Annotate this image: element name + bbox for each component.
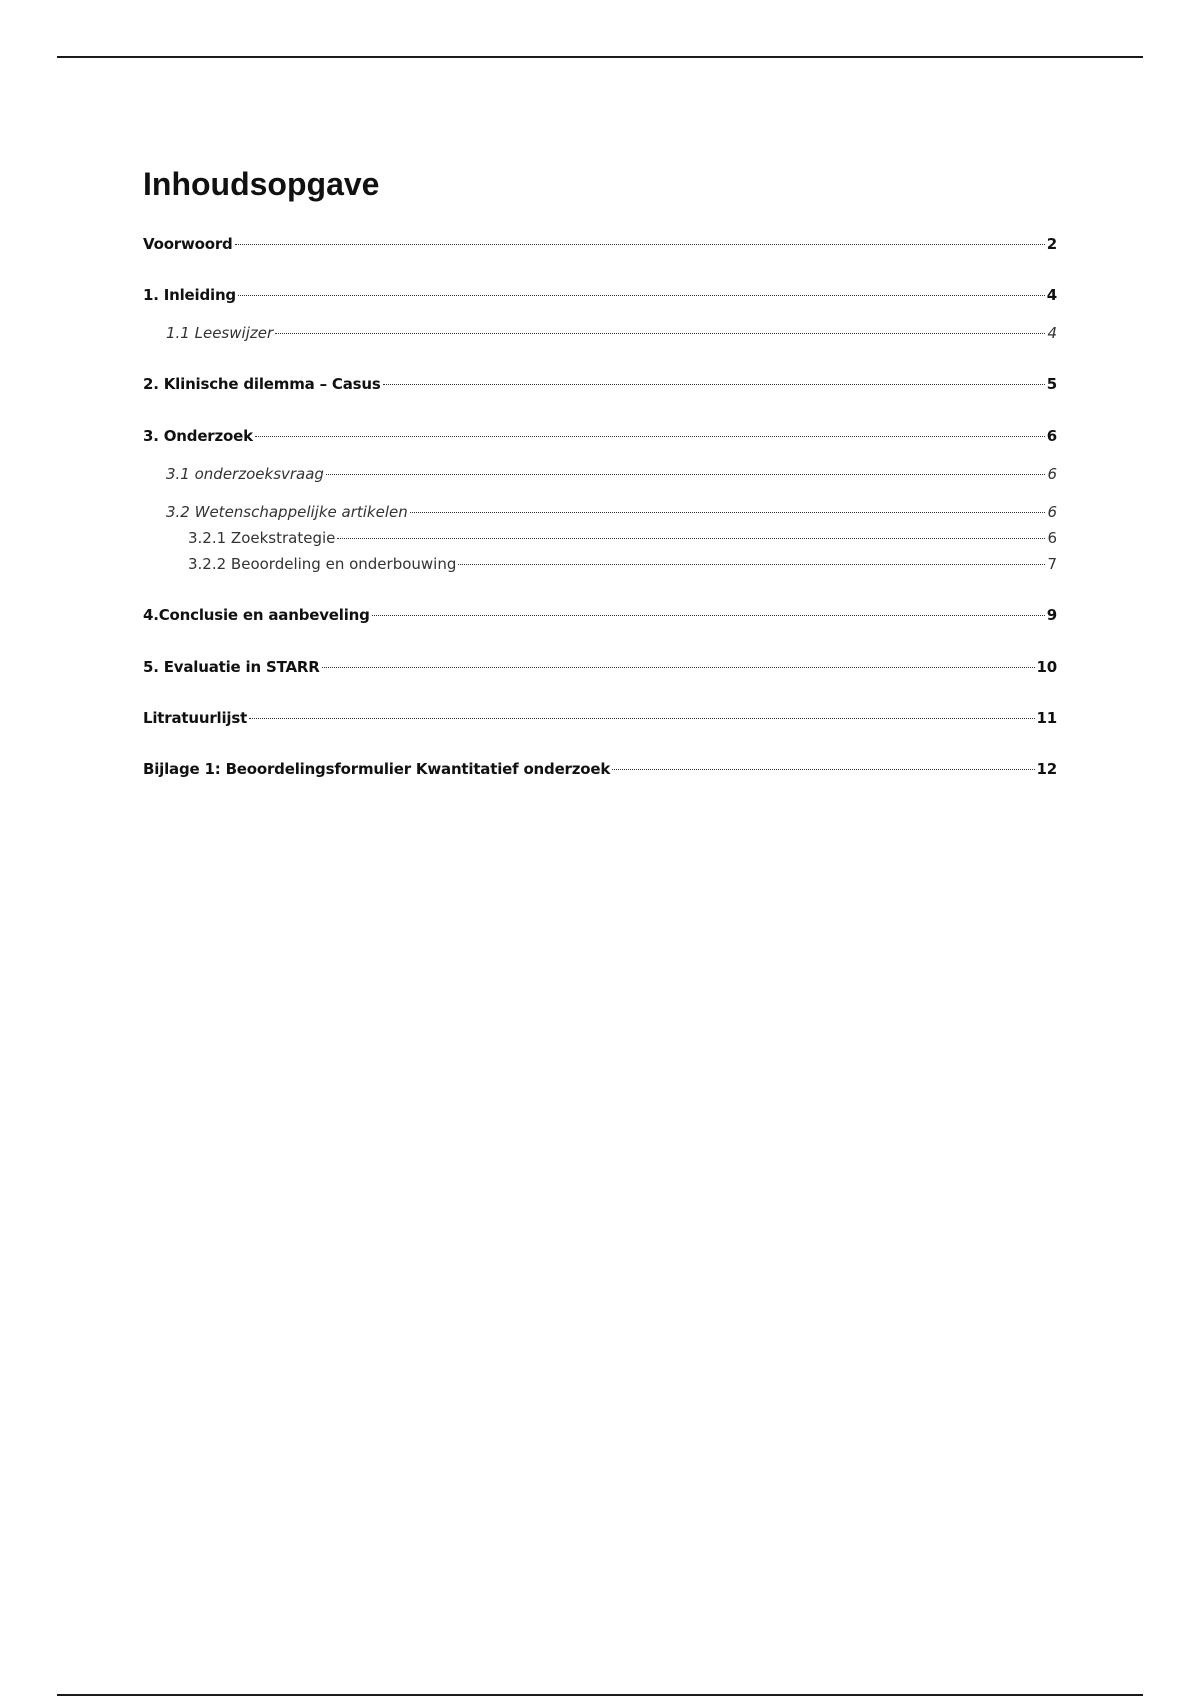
toc-entry-label: Litratuurlijst <box>143 709 248 727</box>
toc-entry-beoordeling-onderbouwing[interactable] <box>188 553 1057 575</box>
footer-rule <box>57 1694 1143 1696</box>
toc-entry-onderzoek[interactable] <box>143 425 1057 447</box>
dot-leader <box>322 667 1035 668</box>
dot-leader <box>238 295 1045 296</box>
dot-leader <box>383 384 1045 385</box>
header-rule <box>57 56 1143 58</box>
toc-page-number: 6 <box>1047 529 1057 547</box>
dot-leader <box>249 718 1034 719</box>
toc-page-number: 6 <box>1047 503 1057 521</box>
page-title: Inhoudsopgave <box>143 166 380 202</box>
dot-leader <box>458 564 1045 565</box>
toc-entry-zoekstrategie[interactable] <box>188 527 1057 549</box>
toc-entry-conclusie[interactable] <box>143 604 1057 626</box>
toc-entry-bijlage-1[interactable] <box>143 758 1057 780</box>
toc-entry-wetenschappelijke-artikelen[interactable] <box>166 501 1057 523</box>
toc-entry-label: 3. Onderzoek <box>143 427 253 445</box>
toc-page-number: 6 <box>1047 465 1057 483</box>
dot-leader <box>372 615 1045 616</box>
toc-entry-klinische-dilemma[interactable] <box>143 373 1057 395</box>
toc-entry-voorwoord[interactable] <box>143 233 1057 255</box>
dot-leader <box>275 333 1045 334</box>
toc-page-number: 10 <box>1036 658 1057 676</box>
toc-page-number: 4 <box>1046 286 1057 304</box>
toc-entry-evaluatie[interactable] <box>143 656 1057 678</box>
toc-entry-literatuurlijst[interactable] <box>143 707 1057 729</box>
dot-leader <box>612 769 1034 770</box>
toc-entry-leeswijzer[interactable] <box>166 322 1057 344</box>
toc-entry-onderzoeksvraag[interactable] <box>166 463 1057 485</box>
toc-entry-label: Voorwoord <box>143 235 233 253</box>
toc-page-number: 12 <box>1036 760 1057 778</box>
toc-entry-label: 1. Inleiding <box>143 286 236 304</box>
dot-leader <box>410 512 1046 513</box>
toc-entry-label: 1.1 Leeswijzer <box>166 324 274 342</box>
toc-entry-label: 5. Evaluatie in STARR <box>143 658 320 676</box>
toc-page-number: 4 <box>1047 324 1057 342</box>
dot-leader <box>326 474 1045 475</box>
dot-leader <box>235 244 1045 245</box>
toc-page-number: 9 <box>1046 606 1057 624</box>
toc-entry-label: 3.2 Wetenschappelijke artikelen <box>166 503 408 521</box>
dot-leader <box>255 436 1045 437</box>
toc-page-number: 11 <box>1036 709 1057 727</box>
toc-entry-label: Bijlage 1: Beoordelingsformulier Kwantitatief onderzoek <box>143 760 611 778</box>
toc-entry-label: 4.Conclusie en aanbeveling <box>143 606 370 624</box>
toc-entry-label: 3.1 onderzoeksvraag <box>166 465 324 483</box>
toc-entry-label: 2. Klinische dilemma – Casus <box>143 375 381 393</box>
dot-leader <box>337 538 1045 539</box>
toc-page-number: 7 <box>1047 555 1057 573</box>
toc-page-number: 6 <box>1046 427 1057 445</box>
toc-entry-inleiding[interactable] <box>143 284 1057 306</box>
toc-page-number: 5 <box>1046 375 1057 393</box>
toc-entry-label: 3.2.2 Beoordeling en onderbouwing <box>188 555 457 573</box>
toc-entry-label: 3.2.1 Zoekstrategie <box>188 529 336 547</box>
toc-page-number: 2 <box>1046 235 1057 253</box>
